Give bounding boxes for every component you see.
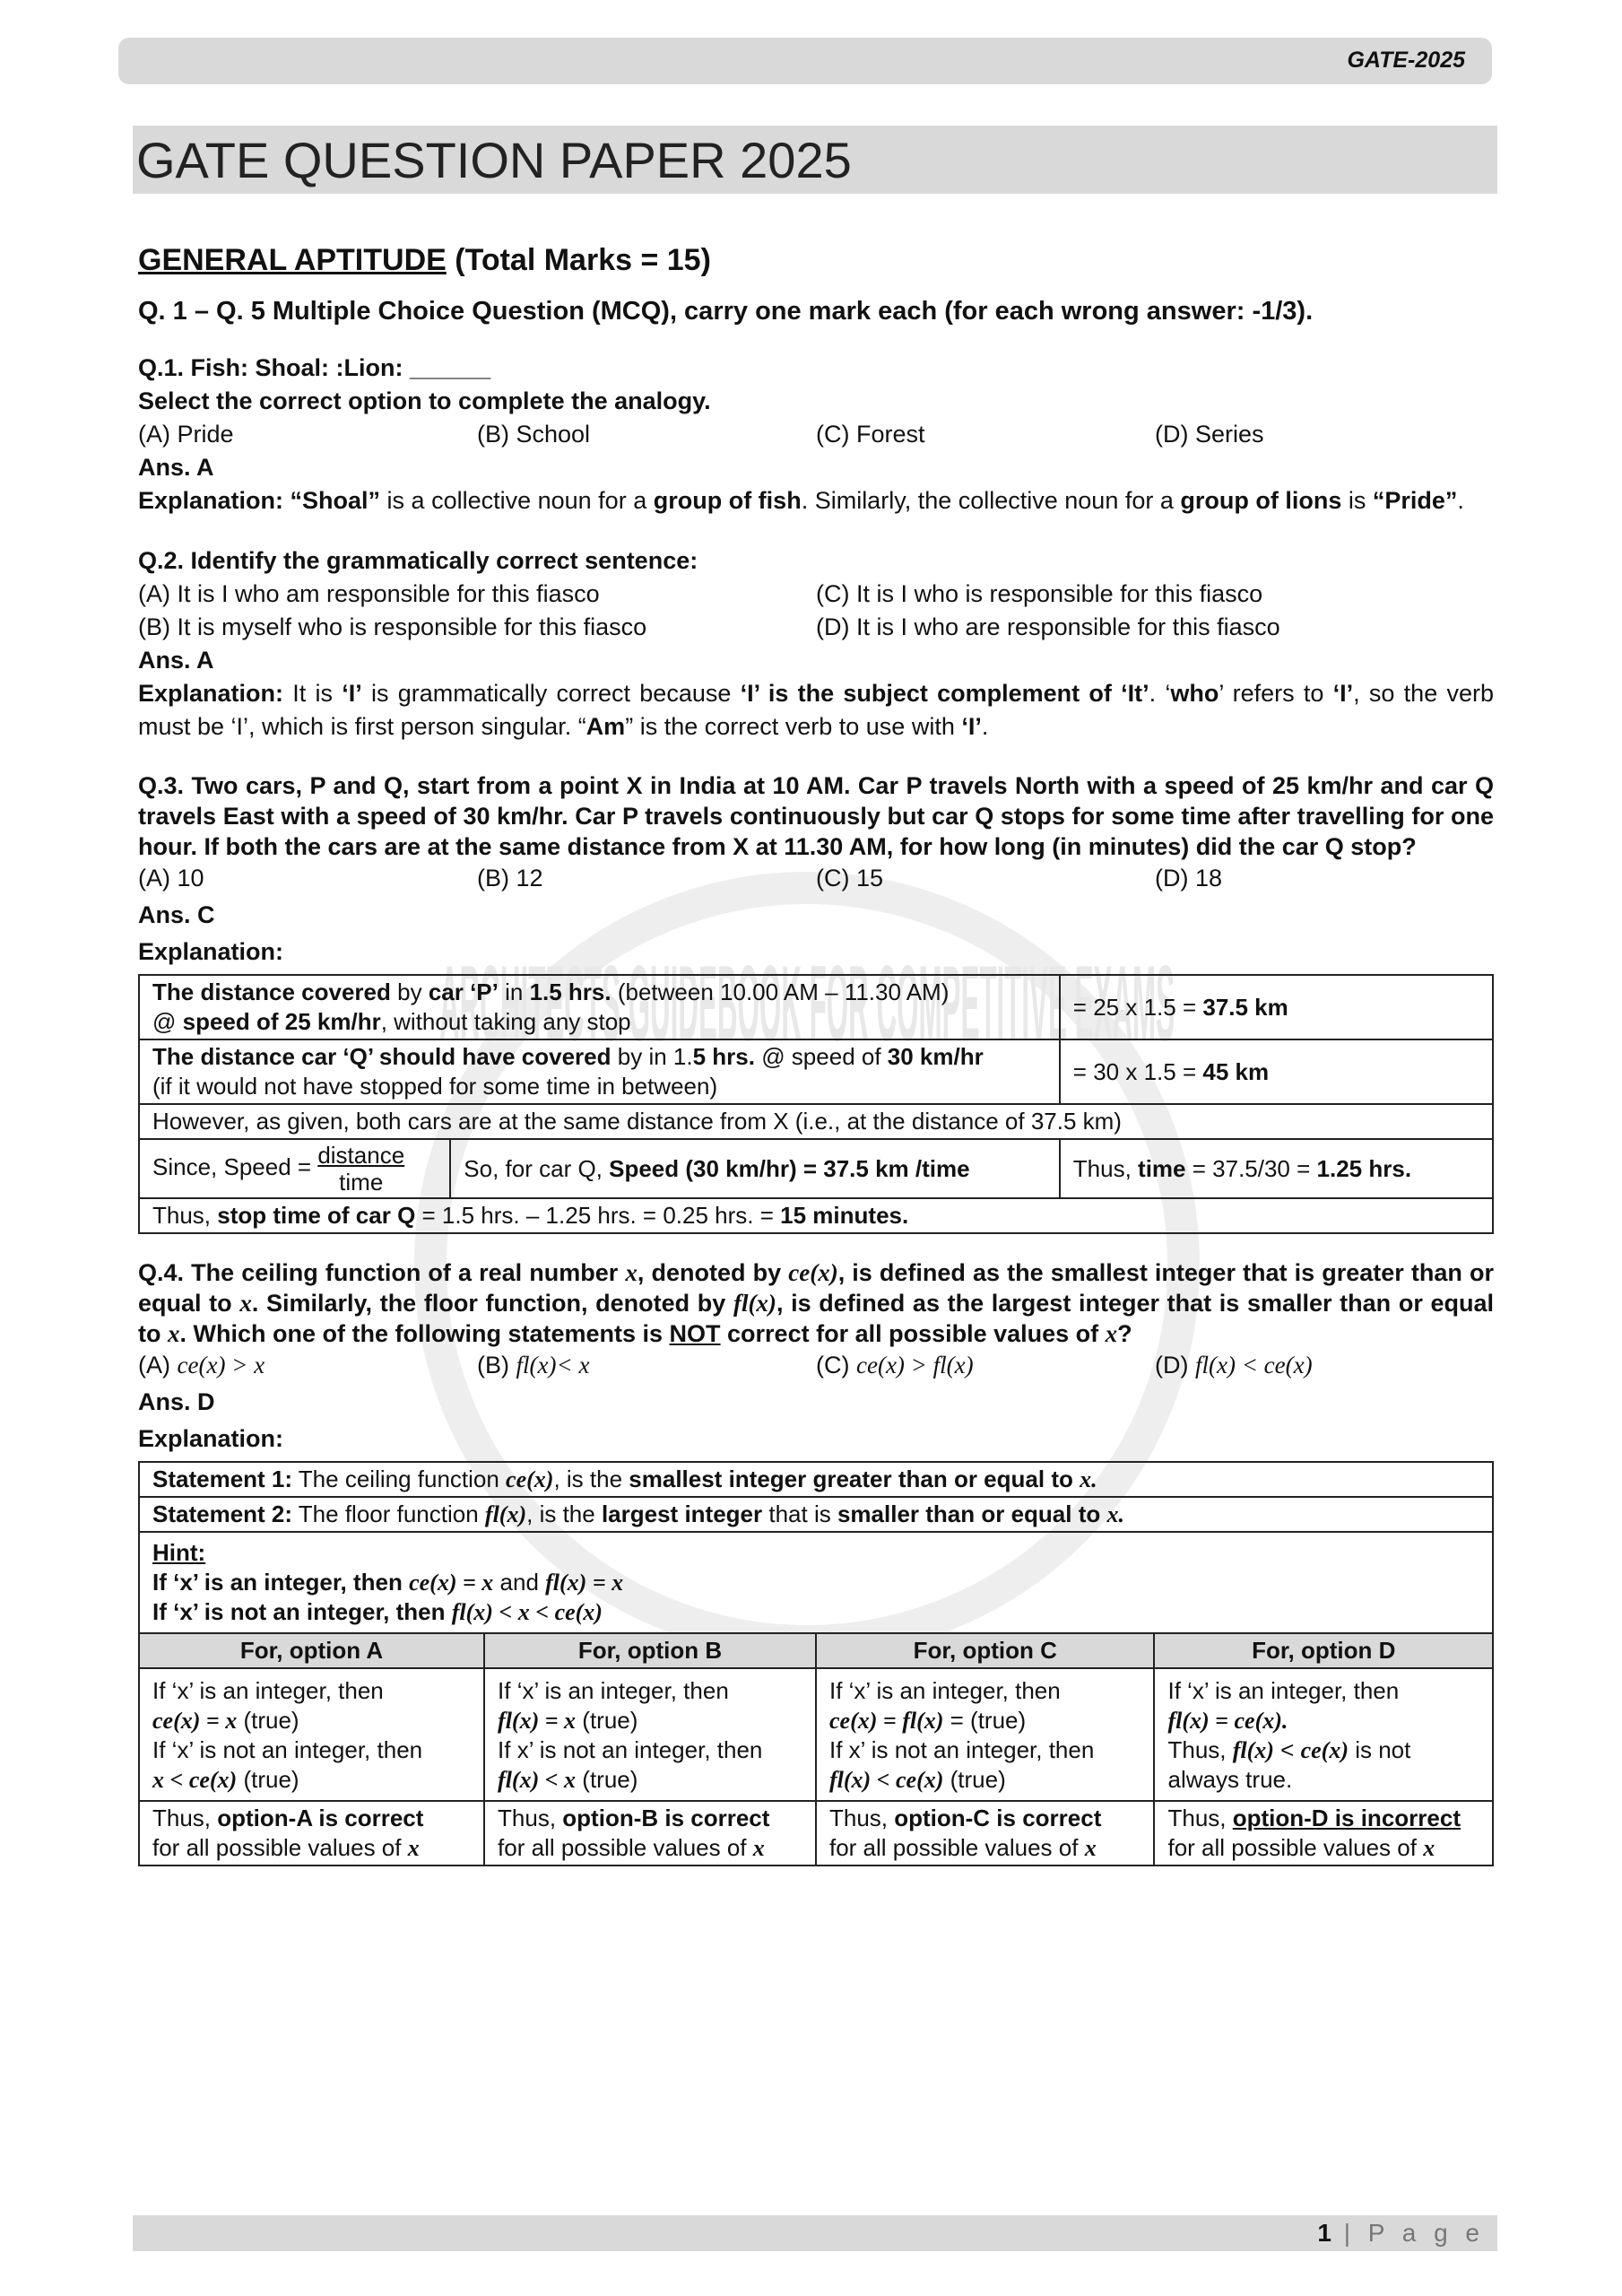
cell-bold: largest integer xyxy=(601,1500,763,1527)
table-cell xyxy=(484,1801,816,1866)
exp-text: is xyxy=(1341,487,1373,514)
exp-bold: ‘I’ xyxy=(1332,680,1354,707)
exp-bold: Am xyxy=(585,713,626,740)
exp-bold: “Pride” xyxy=(1372,487,1458,514)
cell-bold: The distance covered xyxy=(152,978,391,1005)
q-text: , is defined as the largest integer that is smaller than or equal to xyxy=(138,1290,1495,1347)
option-label: (C) xyxy=(816,1352,856,1378)
cell-text: (true) xyxy=(576,1707,638,1734)
cell-text: (true) xyxy=(576,1766,638,1793)
math-expr: ce(x) > x xyxy=(177,1352,265,1378)
section-marks: (Total Marks = 15) xyxy=(455,243,711,277)
cell-text: If ‘x’ is not an integer, then xyxy=(152,1736,423,1763)
math-expr: fl(x) xyxy=(1232,1737,1274,1763)
footer-bar xyxy=(133,2215,1497,2251)
cell-text: (between 10.00 AM – 11.30 AM) xyxy=(611,978,950,1005)
exp-text: , so the verb must be ‘I’, which is first person singular. “ xyxy=(138,680,1494,740)
table-header-cell: For, option A xyxy=(139,1633,484,1668)
watermark-text: ARCHITECTS GUIDEBOOK FOR COMPETITIVE EXAMS xyxy=(439,944,1175,1064)
cell-text: for all possible values of xyxy=(828,1834,1085,1861)
cell-bold: time xyxy=(1138,1154,1186,1182)
cell-text: Since, Speed = xyxy=(152,1152,318,1180)
section-name: GENERAL APTITUDE xyxy=(138,243,447,277)
table-cell xyxy=(139,1497,1493,1532)
math-expr: x xyxy=(168,1320,180,1347)
exp-label: Explanation: xyxy=(138,680,284,707)
q3-option-a: (A) 10 xyxy=(138,865,204,891)
cell-text: for all possible values of xyxy=(1167,1834,1424,1861)
q3-option-c: (C) 15 xyxy=(816,865,884,891)
q-text: , denoted by xyxy=(637,1259,789,1286)
cell-text: @ speed of xyxy=(754,1043,888,1070)
cell-text: by xyxy=(390,978,429,1005)
cell-bold: smallest integer greater than or equal to xyxy=(629,1465,1080,1492)
table-row xyxy=(139,975,1493,1039)
cell-text: So, for car Q, xyxy=(464,1154,610,1182)
cell-text: in xyxy=(498,978,530,1005)
q-text: . Which one of the following statements is xyxy=(179,1320,670,1347)
math-expr: fl(x) xyxy=(733,1290,776,1317)
q2-option-d: (D) It is I who are responsible for this fiasco xyxy=(816,613,1280,640)
exp-bold: group of fish xyxy=(653,487,802,514)
option-label: (D) xyxy=(1155,1352,1195,1378)
main-content xyxy=(138,244,1494,1866)
table-cell xyxy=(1060,1039,1493,1104)
header-bar xyxy=(118,38,1492,84)
cell-text: always true. xyxy=(1167,1766,1293,1793)
q1-options xyxy=(138,418,1494,451)
q1-option-b: (B) School xyxy=(477,421,591,448)
q2-answer: Ans. A xyxy=(138,647,214,674)
exp-bold: who xyxy=(1170,680,1219,707)
exp-bold: ‘I’ is the subject complement of ‘It’ xyxy=(740,680,1149,707)
cell-bold: option-A is correct xyxy=(217,1805,424,1831)
table-row xyxy=(139,1532,1493,1633)
fraction-denominator: time xyxy=(339,1169,384,1196)
cell-text: If x’ is not an integer, then xyxy=(498,1736,763,1763)
q3-option-d: (D) 18 xyxy=(1155,865,1223,891)
math-expr: x. xyxy=(1080,1466,1097,1492)
q4-options xyxy=(138,1349,1494,1382)
q-text: correct for all possible values of xyxy=(720,1320,1106,1347)
cell-text: Thus, xyxy=(1167,1805,1233,1831)
exp-bold: ‘I’ xyxy=(961,713,982,740)
math-expr: ce(x) = x xyxy=(152,1708,238,1734)
exp-text: ’ refers to xyxy=(1219,680,1333,707)
cell-text: = 30 x 1.5 = xyxy=(1072,1057,1203,1085)
cell-text: The ceiling function xyxy=(292,1465,507,1492)
table-row xyxy=(139,1801,1493,1866)
exp-text: ” is the correct verb to use with xyxy=(625,713,962,740)
math-expr: x. xyxy=(1106,1501,1124,1527)
q-text: ? xyxy=(1117,1320,1132,1347)
math-expr: fl(x) = x xyxy=(498,1708,577,1734)
cell-text: by in 1. xyxy=(611,1043,693,1070)
q3-explanation-label: Explanation: xyxy=(138,938,284,965)
cell-text: Thus, xyxy=(828,1805,895,1831)
cell-text: @ xyxy=(152,1008,183,1035)
q2-question: Q.2. Identify the grammatically correct sentence: xyxy=(138,547,698,574)
mcq-header: Q. 1 – Q. 5 Multiple Choice Question (MCQ), carry one mark each (for each wrong answer: -1/3). xyxy=(138,297,1314,326)
table-cell xyxy=(139,1139,450,1198)
table-cell xyxy=(139,1039,1060,1104)
q1-option-c: (C) Forest xyxy=(816,421,925,448)
q-underline: NOT xyxy=(669,1320,721,1347)
cell-bold: 1.25 hrs. xyxy=(1316,1154,1412,1182)
q4-option-d xyxy=(1155,1349,1494,1382)
cell-text: (true) xyxy=(237,1707,299,1734)
math-expr: fl(x) < x < ce(x) xyxy=(451,1599,603,1625)
cell-text: Thus, xyxy=(1167,1736,1233,1763)
table-header-cell: For, option B xyxy=(484,1633,816,1668)
q3-question: Q.3. Two cars, P and Q, start from a point X in India at 10 AM. Car P travels North with a speed of 25 km/hr and car Q travels East with a speed of 30 km/hr. Car P travels continuously but car Q stops for some time after travelling for one hour. If both the cars are at the same distance from X at 11.30 AM, for how long (in minutes) did the car Q stop? xyxy=(138,772,1494,860)
cell-bold: If ‘x’ is not an integer, then xyxy=(152,1598,452,1625)
table-cell xyxy=(139,975,1060,1039)
cell-text: is not xyxy=(1348,1736,1411,1763)
table-row xyxy=(139,1198,1493,1233)
table-row xyxy=(139,1462,1493,1497)
page-label: | P a g e xyxy=(1331,2219,1485,2247)
math-expr: ce(x) xyxy=(788,1259,838,1286)
q4-option-c xyxy=(816,1349,1155,1382)
cell-text: = 1.5 hrs. – 1.25 hrs. = 0.25 hrs. = xyxy=(415,1202,781,1229)
cell-text: that is xyxy=(762,1500,837,1527)
exp-text: is grammatically correct because xyxy=(361,680,741,707)
math-expr: x xyxy=(239,1290,252,1317)
q4-option-b xyxy=(477,1349,816,1382)
cell-text: If ‘x’ is an integer, then xyxy=(498,1677,729,1704)
table-cell xyxy=(139,1532,1493,1633)
cell-bold: Speed (30 km/hr) = 37.5 km /time xyxy=(609,1154,970,1182)
table-cell xyxy=(139,1198,1493,1233)
math-expr: x xyxy=(1423,1835,1436,1861)
title-bar xyxy=(133,126,1497,194)
q4-question xyxy=(138,1257,1494,1349)
q3-answer: Ans. C xyxy=(138,901,215,928)
table-row xyxy=(139,1633,1493,1668)
exp-text: is a collective noun for a xyxy=(380,487,654,514)
math-expr: fl(x) < ce(x) xyxy=(1194,1352,1313,1378)
q4-explanation-label: Explanation: xyxy=(138,1425,284,1452)
cell-bold: option-C is correct xyxy=(894,1805,1102,1831)
q1-instruction: Select the correct option to complete the analogy. xyxy=(138,387,711,414)
q1-explanation xyxy=(138,484,1494,517)
exp-bold: group of lions xyxy=(1180,487,1342,514)
cell-bold: 1.5 hrs. xyxy=(529,978,612,1005)
math-expr: x xyxy=(1084,1835,1097,1861)
cell-bold: Statement 2: xyxy=(152,1500,293,1527)
cell-bold: stop time of car Q xyxy=(217,1202,416,1229)
cell-text: (true) xyxy=(237,1766,299,1793)
cell-bold: car ‘P’ xyxy=(428,978,499,1005)
cell-text: = 37.5/30 = xyxy=(1185,1154,1317,1182)
cell-bold: If ‘x’ is an integer, then xyxy=(152,1569,410,1596)
table-cell xyxy=(139,1462,1493,1497)
table-cell xyxy=(1060,975,1493,1039)
cell-bold: 45 km xyxy=(1202,1057,1270,1085)
page-number: 1 xyxy=(1317,2219,1331,2247)
cell-text: Thus, xyxy=(1072,1154,1139,1182)
hint-label: Hint: xyxy=(152,1539,206,1566)
cell-bold: Statement 1: xyxy=(152,1465,293,1492)
q3-option-b: (B) 12 xyxy=(477,865,543,891)
cell-text: , is the xyxy=(526,1500,602,1527)
table-cell xyxy=(1154,1668,1493,1801)
cell-bold: smaller than or equal to xyxy=(837,1500,1107,1527)
q1-option-d: (D) Series xyxy=(1155,421,1264,448)
table-row xyxy=(139,1497,1493,1532)
table-cell xyxy=(816,1801,1155,1866)
cell-text: and xyxy=(493,1569,546,1596)
section-title xyxy=(138,244,1494,277)
q2-explanation xyxy=(138,677,1494,744)
option-label: (A) xyxy=(138,1352,178,1378)
math-expr: fl(x) < ce(x) xyxy=(828,1767,944,1793)
math-expr: x xyxy=(752,1835,765,1861)
exp-text: . xyxy=(1457,487,1464,514)
table-row xyxy=(139,1139,1493,1198)
math-expr: ce(x) xyxy=(506,1466,554,1492)
table-row xyxy=(139,1039,1493,1104)
q2-option-a: (A) It is I who am responsible for this fiasco xyxy=(138,580,600,607)
cell-text: Thus, xyxy=(152,1202,218,1229)
exp-label: Explanation: xyxy=(138,487,284,514)
table-row xyxy=(139,1104,1493,1139)
math-expr: x xyxy=(407,1835,420,1861)
cell-text: (if it would not have stopped for some time in between) xyxy=(152,1073,718,1100)
cell-text: for all possible values of xyxy=(152,1834,408,1861)
page-indicator xyxy=(1317,2219,1485,2248)
math-expr: fl(x) < x xyxy=(498,1767,577,1793)
cell-bold: speed of 25 km/hr xyxy=(182,1008,381,1035)
cell-bold: option-D is incorrect xyxy=(1232,1805,1461,1831)
table-row xyxy=(139,1668,1493,1801)
cell-text: = 25 x 1.5 = xyxy=(1072,993,1203,1021)
cell-bold: 15 minutes. xyxy=(780,1202,909,1229)
cell-text: for all possible values of xyxy=(498,1834,753,1861)
table-header-cell: For, option C xyxy=(816,1633,1155,1668)
fraction-numerator: distance xyxy=(317,1142,405,1169)
q4-answer: Ans. D xyxy=(138,1388,215,1415)
q3-options xyxy=(138,862,1494,895)
exp-bold: “Shoal” xyxy=(290,487,381,514)
math-expr: x xyxy=(1105,1320,1118,1347)
cell-text: If ‘x’ is an integer, then xyxy=(1167,1677,1400,1704)
q1-answer: Ans. A xyxy=(138,454,214,481)
option-label: (B) xyxy=(477,1352,516,1378)
q1-question: Q.1. Fish: Shoal: :Lion: ______ xyxy=(138,354,491,381)
q4-option-a xyxy=(138,1349,477,1382)
q4-explanation-table xyxy=(138,1461,1494,1866)
cell-text: , is the xyxy=(553,1465,629,1492)
cell-text: = (true) xyxy=(943,1707,1027,1734)
exp-text: . xyxy=(981,713,989,740)
cell-bold: option-B is correct xyxy=(562,1805,770,1831)
exp-bold: ‘I’ xyxy=(342,680,362,707)
math-expr: fl(x) xyxy=(484,1501,527,1527)
table-cell xyxy=(1154,1801,1493,1866)
math-expr: fl(x)< x xyxy=(516,1352,590,1378)
math-expr: ce(x) = x xyxy=(409,1570,494,1596)
math-expr: fl(x) = ce(x). xyxy=(1167,1708,1288,1734)
fraction xyxy=(317,1142,404,1196)
q1-option-a: (A) Pride xyxy=(138,421,234,448)
cell-bold: The distance car ‘Q’ should have covered xyxy=(152,1043,612,1070)
exp-text: It is xyxy=(283,680,343,707)
cell-text: Thus, xyxy=(498,1805,563,1831)
cell-bold: 5 hrs. xyxy=(692,1043,755,1070)
exp-text: . ‘ xyxy=(1149,680,1171,707)
q2-option-c: (C) It is I who is responsible for this fiasco xyxy=(816,580,1263,607)
math-expr: ce(x) = fl(x) xyxy=(828,1708,944,1734)
page-title: GATE QUESTION PAPER 2025 xyxy=(136,132,852,188)
table-cell xyxy=(1060,1139,1493,1198)
cell-text: , without taking any stop xyxy=(380,1008,631,1035)
table-cell xyxy=(139,1801,484,1866)
cell-text: (true) xyxy=(943,1766,1006,1793)
q-text: , is defined as the smallest integer that is greater than or equal to xyxy=(138,1259,1495,1317)
table-cell xyxy=(816,1668,1155,1801)
cell-bold: 37.5 km xyxy=(1202,993,1288,1021)
table-header-cell: For, option D xyxy=(1154,1633,1493,1668)
math-expr: ce(x) > fl(x) xyxy=(855,1352,974,1378)
q3-explanation-table xyxy=(138,974,1494,1234)
q-text: . Similarly, the floor function, denoted by xyxy=(251,1290,733,1317)
exam-label: GATE-2025 xyxy=(1347,48,1465,73)
math-expr: x < ce(x) xyxy=(152,1767,238,1793)
table-cell xyxy=(450,1139,1060,1198)
math-expr: ce(x) xyxy=(1300,1737,1349,1763)
cell-text: < xyxy=(1273,1736,1301,1763)
exp-text: . Similarly, the collective noun for a xyxy=(801,487,1181,514)
cell-text: If ‘x’ is an integer, then xyxy=(152,1677,384,1704)
q2-options xyxy=(138,578,1494,644)
table-cell: However, as given, both cars are at the same distance from X (i.e., at the distance of 37.5 km) xyxy=(139,1104,1493,1139)
table-cell xyxy=(484,1668,816,1801)
q2-option-b: (B) It is myself who is responsible for this fiasco xyxy=(138,613,647,640)
math-expr: x xyxy=(625,1259,638,1286)
cell-text: The floor function xyxy=(292,1500,485,1527)
cell-text: If ‘x’ is an integer, then xyxy=(828,1677,1061,1704)
math-expr: fl(x) = x xyxy=(545,1570,624,1596)
cell-bold: 30 km/hr xyxy=(887,1043,984,1070)
table-cell xyxy=(139,1668,484,1801)
q-text: Q.4. The ceiling function of a real number xyxy=(138,1259,626,1286)
cell-text: If x’ is not an integer, then xyxy=(828,1736,1095,1763)
cell-text: Thus, xyxy=(152,1805,218,1831)
